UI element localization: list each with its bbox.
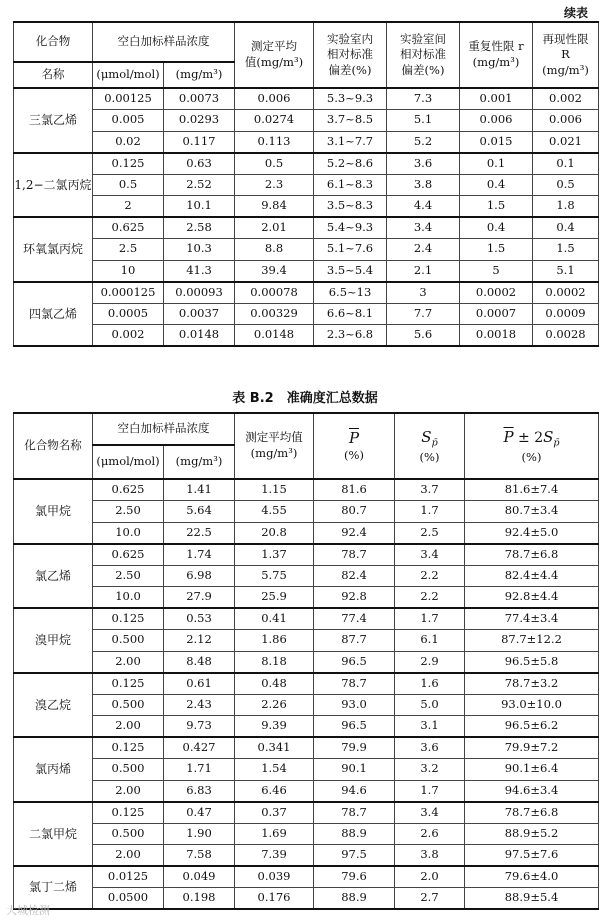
table-cell: 2.43 [164,694,235,716]
table-cell: 3 [387,282,460,304]
table-cell: 2.3~6.8 [314,325,387,347]
table-cell: 4.55 [235,501,314,523]
table-cell: 0.015 [460,131,533,153]
table-cell: 5.3~9.3 [314,88,387,110]
compound-cell: 三氯乙烯 [14,88,93,153]
table-cell: 3.6 [395,737,465,759]
table-row [14,303,599,325]
table-2 [13,412,599,910]
table-cell: 90.1 [314,759,395,781]
table-cell: 78.7 [314,544,395,566]
header-mean: 测定平均值 (mg/m³) [235,413,314,479]
table-cell: 7.7 [387,303,460,325]
table-cell: 3.5~8.3 [314,196,387,218]
table-cell: 6.1~8.3 [314,174,387,196]
table-cell: 0.0148 [235,325,314,347]
table-cell: 0.500 [93,759,164,781]
table-cell: 0.006 [533,110,599,132]
table-row [14,587,599,609]
table-row [14,217,599,239]
table-cell: 2.2 [395,565,465,587]
table-cell: 8.8 [235,239,314,261]
table-cell: 5 [460,260,533,282]
table-cell: 88.9±5.2 [465,823,599,845]
table-cell: 79.9±7.2 [465,737,599,759]
header-name: 名称 [14,62,93,88]
table-cell: 5.64 [164,501,235,523]
table-cell: 2.50 [93,501,164,523]
table-cell: 9.84 [235,196,314,218]
table-cell: 10.3 [164,239,235,261]
table-cell: 96.5±6.2 [465,716,599,738]
table-cell: 0.37 [235,802,314,824]
table-cell: 2.5 [395,522,465,544]
header-p-mean: $\overline{P}$ (%) [314,413,395,479]
table-cell: 0.113 [235,131,314,153]
table-cell: 1.86 [235,630,314,652]
table-2-caption: 表 B.2 准确度汇总数据 [232,391,378,406]
table-cell: 94.6 [314,780,395,802]
header-p-range: $\overline{P} \pm 2S_{p̄}$ (%) [465,413,599,479]
table-cell: 8.48 [164,651,235,673]
table-cell: 6.6~8.1 [314,303,387,325]
table-cell: 0.021 [533,131,599,153]
table-cell: 0.000125 [93,282,164,304]
table-cell: 1.5 [460,239,533,261]
table-cell: 10.0 [93,522,164,544]
table-cell: 0.0293 [164,110,235,132]
table-cell: 0.0028 [533,325,599,347]
compound-cell: 氯乙烯 [14,544,93,609]
table-cell: 88.9 [314,888,395,910]
table-cell: 0.176 [235,888,314,910]
table-cell: 92.8 [314,587,395,609]
table-cell: 0.125 [93,608,164,630]
table-cell: 78.7±6.8 [465,544,599,566]
table-row [14,325,599,347]
table-cell: 0.625 [93,544,164,566]
compound-cell: 1,2−二氯丙烷 [14,153,93,218]
table-cell: 0.0125 [93,866,164,888]
table-row [14,153,599,175]
table-cell: 3.8 [387,174,460,196]
table-cell: 0.125 [93,737,164,759]
table-row [14,110,599,132]
table-cell: 7.58 [164,845,235,867]
table-cell: 0.0005 [93,303,164,325]
table-cell: 10.1 [164,196,235,218]
table-cell: 1.8 [533,196,599,218]
table-cell: 2.3 [235,174,314,196]
compound-cell: 氯丙烯 [14,737,93,802]
table-cell: 2.50 [93,565,164,587]
table-cell: 92.8±4.4 [465,587,599,609]
table-cell: 2.4 [387,239,460,261]
table-cell: 0.0009 [533,303,599,325]
table-cell: 0.00329 [235,303,314,325]
table-cell: 79.6±4.0 [465,866,599,888]
table-cell: 96.5±5.8 [465,651,599,673]
table-cell: 87.7 [314,630,395,652]
table-cell: 3.5~5.4 [314,260,387,282]
header-umol: (μmol/mol) [93,445,164,479]
table-cell: 1.71 [164,759,235,781]
table-1 [13,21,599,347]
table-cell: 0.1 [460,153,533,175]
table-cell: 5.0 [395,694,465,716]
header-repeatability: 重复性限 r (mg/m³) [460,22,533,88]
table-cell: 0.500 [93,694,164,716]
table-cell: 2.2 [395,587,465,609]
table-cell: 81.6±7.4 [465,479,599,501]
table-cell: 0.0500 [93,888,164,910]
table-cell: 0.1 [533,153,599,175]
table-cell: 92.4 [314,522,395,544]
table-cell: 3.7~8.5 [314,110,387,132]
table-cell: 97.5 [314,845,395,867]
table-cell: 4.4 [387,196,460,218]
table-cell: 1.5 [460,196,533,218]
table-cell: 6.46 [235,780,314,802]
table-cell: 2.9 [395,651,465,673]
table-row [14,522,599,544]
table-cell: 1.90 [164,823,235,845]
table-cell: 0.125 [93,802,164,824]
table-cell: 0.5 [235,153,314,175]
continued-label: 续表 [563,6,588,20]
table-cell: 7.39 [235,845,314,867]
table-cell: 5.1~7.6 [314,239,387,261]
table-cell: 3.4 [395,544,465,566]
table-row [14,501,599,523]
compound-cell: 氯甲烷 [14,479,93,544]
table-cell: 93.0 [314,694,395,716]
header-mgm3: (mg/m³) [164,445,235,479]
table-cell: 0.0002 [533,282,599,304]
table-cell: 2.00 [93,845,164,867]
table-cell: 87.7±12.2 [465,630,599,652]
header-conc: 空白加标样品浓度 [93,413,235,445]
header-conc: 空白加标样品浓度 [93,22,235,62]
header-umol: (μmol/mol) [93,62,164,88]
table-cell: 0.0148 [164,325,235,347]
table-cell: 1.6 [395,673,465,695]
table-cell: 0.00093 [164,282,235,304]
table-cell: 3.6 [387,153,460,175]
table-cell: 41.3 [164,260,235,282]
table-cell: 10.0 [93,587,164,609]
table-cell: 0.039 [235,866,314,888]
table-cell: 6.1 [395,630,465,652]
table-cell: 2.58 [164,217,235,239]
table-cell: 8.18 [235,651,314,673]
table-cell: 0.41 [235,608,314,630]
table-row [14,651,599,673]
table-cell: 3.1~7.7 [314,131,387,153]
table-cell: 1.15 [235,479,314,501]
table-cell: 3.8 [395,845,465,867]
table-cell: 1.74 [164,544,235,566]
header-compound-name: 化合物名称 [14,413,93,479]
table-cell: 9.73 [164,716,235,738]
table-cell: 78.7±3.2 [465,673,599,695]
table-row [14,694,599,716]
table-cell: 80.7±3.4 [465,501,599,523]
table-row [14,544,599,566]
watermark: 大城检测 [6,904,50,917]
header-compound: 化合物 [14,22,93,62]
table-row [14,630,599,652]
table-cell: 1.69 [235,823,314,845]
table-cell: 0.00125 [93,88,164,110]
table-cell: 0.625 [93,217,164,239]
table-cell: 2.7 [395,888,465,910]
compound-cell: 环氧氯丙烷 [14,217,93,282]
table-row [14,780,599,802]
table-cell: 0.4 [460,217,533,239]
table-cell: 0.48 [235,673,314,695]
header-sp: $S_{p̄}$ (%) [395,413,465,479]
table-cell: 0.47 [164,802,235,824]
table-cell: 1.37 [235,544,314,566]
table-cell: 6.5~13 [314,282,387,304]
table-cell: 5.2 [387,131,460,153]
table-cell: 0.006 [235,88,314,110]
header-mgm3: (mg/m³) [164,62,235,88]
table-cell: 3.7 [395,479,465,501]
table-cell: 0.61 [164,673,235,695]
table-cell: 80.7 [314,501,395,523]
table-cell: 25.9 [235,587,314,609]
table-cell: 78.7±6.8 [465,802,599,824]
compound-cell: 溴乙烷 [14,673,93,738]
table-row [14,823,599,845]
table-cell: 82.4 [314,565,395,587]
table-cell: 5.1 [387,110,460,132]
table-row [14,866,599,888]
table-cell: 94.6±3.4 [465,780,599,802]
table-cell: 96.5 [314,651,395,673]
table-cell: 0.4 [460,174,533,196]
table-cell: 79.6 [314,866,395,888]
table-cell: 82.4±4.4 [465,565,599,587]
table-cell: 2.52 [164,174,235,196]
table-cell: 0.4 [533,217,599,239]
table-cell: 3.2 [395,759,465,781]
table-cell: 2.12 [164,630,235,652]
table-cell: 0.0018 [460,325,533,347]
table-cell: 1.7 [395,608,465,630]
table-row [14,239,599,261]
table-cell: 3.4 [395,802,465,824]
table-row [14,174,599,196]
table-cell: 2.26 [235,694,314,716]
table-cell: 0.049 [164,866,235,888]
table-cell: 10 [93,260,164,282]
compound-cell: 溴甲烷 [14,608,93,673]
table-cell: 5.4~9.3 [314,217,387,239]
table-cell: 2.01 [235,217,314,239]
table-cell: 2.1 [387,260,460,282]
table-cell: 2.00 [93,780,164,802]
table-cell: 0.117 [164,131,235,153]
table-row [14,479,599,501]
table-cell: 27.9 [164,587,235,609]
table-cell: 0.002 [93,325,164,347]
table-cell: 2.5 [93,239,164,261]
table-row [14,608,599,630]
table-row [14,888,599,910]
table-cell: 2.0 [395,866,465,888]
table-cell: 6.98 [164,565,235,587]
table-cell: 2 [93,196,164,218]
table-cell: 22.5 [164,522,235,544]
table-row [14,282,599,304]
table-cell: 39.4 [235,260,314,282]
header-rsd-within: 实验室内 相对标准 偏差(%) [314,22,387,88]
table-cell: 77.4 [314,608,395,630]
table-cell: 0.53 [164,608,235,630]
table-cell: 0.427 [164,737,235,759]
table-cell: 0.625 [93,479,164,501]
table-cell: 7.3 [387,88,460,110]
table-cell: 1.5 [533,239,599,261]
table-row [14,845,599,867]
table-cell: 92.4±5.0 [465,522,599,544]
compound-cell: 四氯乙烯 [14,282,93,347]
table-row [14,131,599,153]
table-row [14,759,599,781]
table-cell: 5.1 [533,260,599,282]
table-cell: 0.0007 [460,303,533,325]
table-row [14,88,599,110]
table-cell: 0.02 [93,131,164,153]
table-row [14,196,599,218]
header-rsd-between: 实验室间 相对标准 偏差(%) [387,22,460,88]
table-cell: 1.54 [235,759,314,781]
table-cell: 5.2~8.6 [314,153,387,175]
table-row [14,673,599,695]
table-cell: 77.4±3.4 [465,608,599,630]
table-cell: 0.0002 [460,282,533,304]
table-cell: 78.7 [314,673,395,695]
table-cell: 1.7 [395,501,465,523]
table-cell: 3.4 [387,217,460,239]
table-cell: 0.0274 [235,110,314,132]
table-cell: 0.001 [460,88,533,110]
table-cell: 9.39 [235,716,314,738]
table-cell: 5.6 [387,325,460,347]
table-row [14,716,599,738]
table-cell: 20.8 [235,522,314,544]
table-cell: 97.5±7.6 [465,845,599,867]
table-cell: 0.006 [460,110,533,132]
table-cell: 90.1±6.4 [465,759,599,781]
table-cell: 1.41 [164,479,235,501]
table-cell: 0.198 [164,888,235,910]
table-row [14,565,599,587]
table-cell: 0.005 [93,110,164,132]
table-row [14,260,599,282]
table-cell: 2.6 [395,823,465,845]
table-cell: 78.7 [314,802,395,824]
table-row [14,802,599,824]
table-cell: 0.500 [93,823,164,845]
table-cell: 96.5 [314,716,395,738]
table-cell: 79.9 [314,737,395,759]
header-reproducibility: 再现性限 R (mg/m³) [533,22,599,88]
table-cell: 0.5 [93,174,164,196]
table-cell: 2.00 [93,716,164,738]
table-row [14,737,599,759]
table-cell: 0.0073 [164,88,235,110]
compound-cell: 氯丁二烯 [14,866,93,909]
table-cell: 88.9 [314,823,395,845]
table-cell: 0.500 [93,630,164,652]
table-cell: 5.75 [235,565,314,587]
table-cell: 2.00 [93,651,164,673]
header-mean: 测定平均 值(mg/m³) [235,22,314,88]
table-cell: 1.7 [395,780,465,802]
compound-cell: 二氯甲烷 [14,802,93,867]
table-cell: 88.9±5.4 [465,888,599,910]
table-cell: 0.63 [164,153,235,175]
table-cell: 0.125 [93,673,164,695]
table-cell: 0.5 [533,174,599,196]
table-cell: 0.341 [235,737,314,759]
table-cell: 0.125 [93,153,164,175]
table-cell: 0.0037 [164,303,235,325]
table-cell: 0.002 [533,88,599,110]
table-cell: 0.00078 [235,282,314,304]
table-cell: 81.6 [314,479,395,501]
table-cell: 3.1 [395,716,465,738]
table-cell: 6.83 [164,780,235,802]
table-cell: 93.0±10.0 [465,694,599,716]
